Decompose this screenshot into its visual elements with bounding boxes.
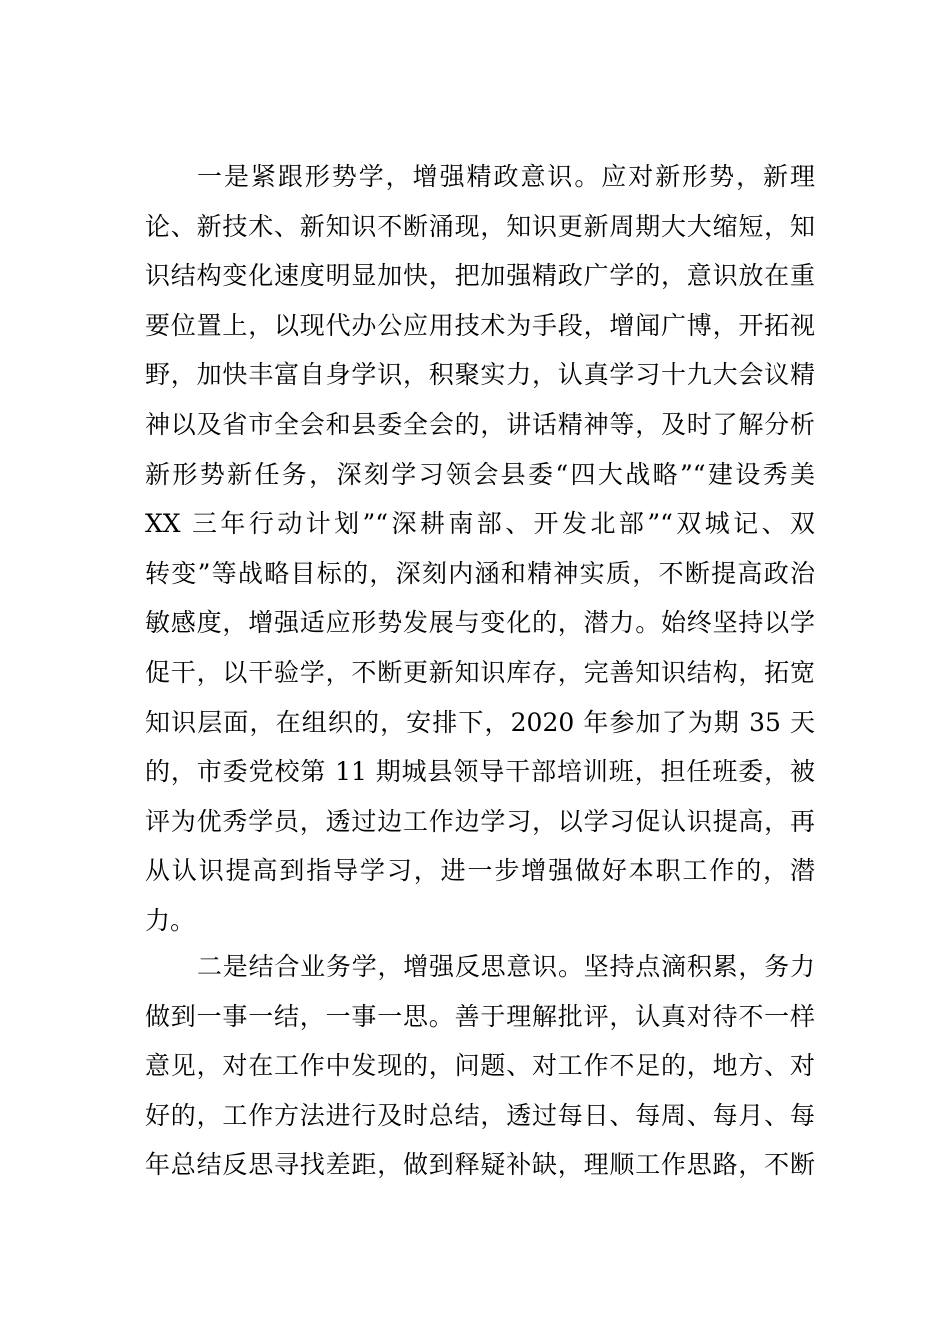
paragraph-line: 一是紧跟形势学，增强精政意识。应对新形势，新理 bbox=[197, 162, 815, 191]
paragraph-line: 转变”等战略目标的，深刻内涵和精神实质，不断提高政治 bbox=[145, 558, 815, 588]
paragraph-line: 力。 bbox=[145, 905, 196, 935]
paragraph-line: 的，市委党校第 11 期城县领导干部培训班，担任班委，被 bbox=[145, 757, 815, 787]
paragraph-line: 从认识提高到指导学习，进一步增强做好本职工作的，潜 bbox=[145, 856, 815, 886]
paragraph-line: 要位置上，以现代办公应用技术为手段，增闻广博，开拓视 bbox=[145, 310, 815, 340]
paragraph-line: 评为优秀学员，透过边工作边学习，以学习促认识提高，再 bbox=[145, 806, 815, 836]
paragraph-line: 年总结反思寻找差距，做到释疑补缺，理顺工作思路，不断 bbox=[145, 1150, 815, 1180]
paragraph-line: 意见，对在工作中发现的，问题、对工作不足的，地方、对 bbox=[145, 1051, 815, 1081]
paragraph-line: 做到一事一结，一事一思。善于理解批评，认真对待不一样 bbox=[145, 1001, 815, 1031]
paragraph-business-reflection bbox=[145, 942, 815, 1190]
paragraph-line: XX 三年行动计划”“深耕南部、开发北部”“双城记、双 bbox=[145, 509, 815, 539]
paragraph-line: 二是结合业务学，增强反思意识。坚持点滴积累，务力 bbox=[197, 952, 815, 981]
paragraph-line: 知识层面，在组织的，安排下，2020 年参加了为期 35 天 bbox=[145, 707, 815, 737]
paragraph-line: 促干，以干验学，不断更新知识库存，完善知识结构，拓宽 bbox=[145, 657, 815, 687]
paragraph-line: 新形势新任务，深刻学习领会县委“四大战略”“建设秀美 bbox=[145, 459, 815, 489]
paragraph-line: 论、新技术、新知识不断涌现，知识更新周期大大缩短，知 bbox=[145, 211, 815, 241]
paragraph-line: 野，加快丰富自身学识，积聚实力，认真学习十九大会议精 bbox=[145, 360, 815, 390]
paragraph-line: 好的，工作方法进行及时总结，透过每日、每周、每月、每 bbox=[145, 1100, 815, 1130]
paragraph-line: 神以及省市全会和县委全会的，讲话精神等，及时了解分析 bbox=[145, 409, 815, 439]
paragraph-study-situation bbox=[145, 152, 815, 946]
paragraph-line: 敏感度，增强适应形势发展与变化的，潜力。始终坚持以学 bbox=[145, 608, 815, 638]
paragraph-line: 识结构变化速度明显加快，把加强精政广学的，意识放在重 bbox=[145, 261, 815, 291]
